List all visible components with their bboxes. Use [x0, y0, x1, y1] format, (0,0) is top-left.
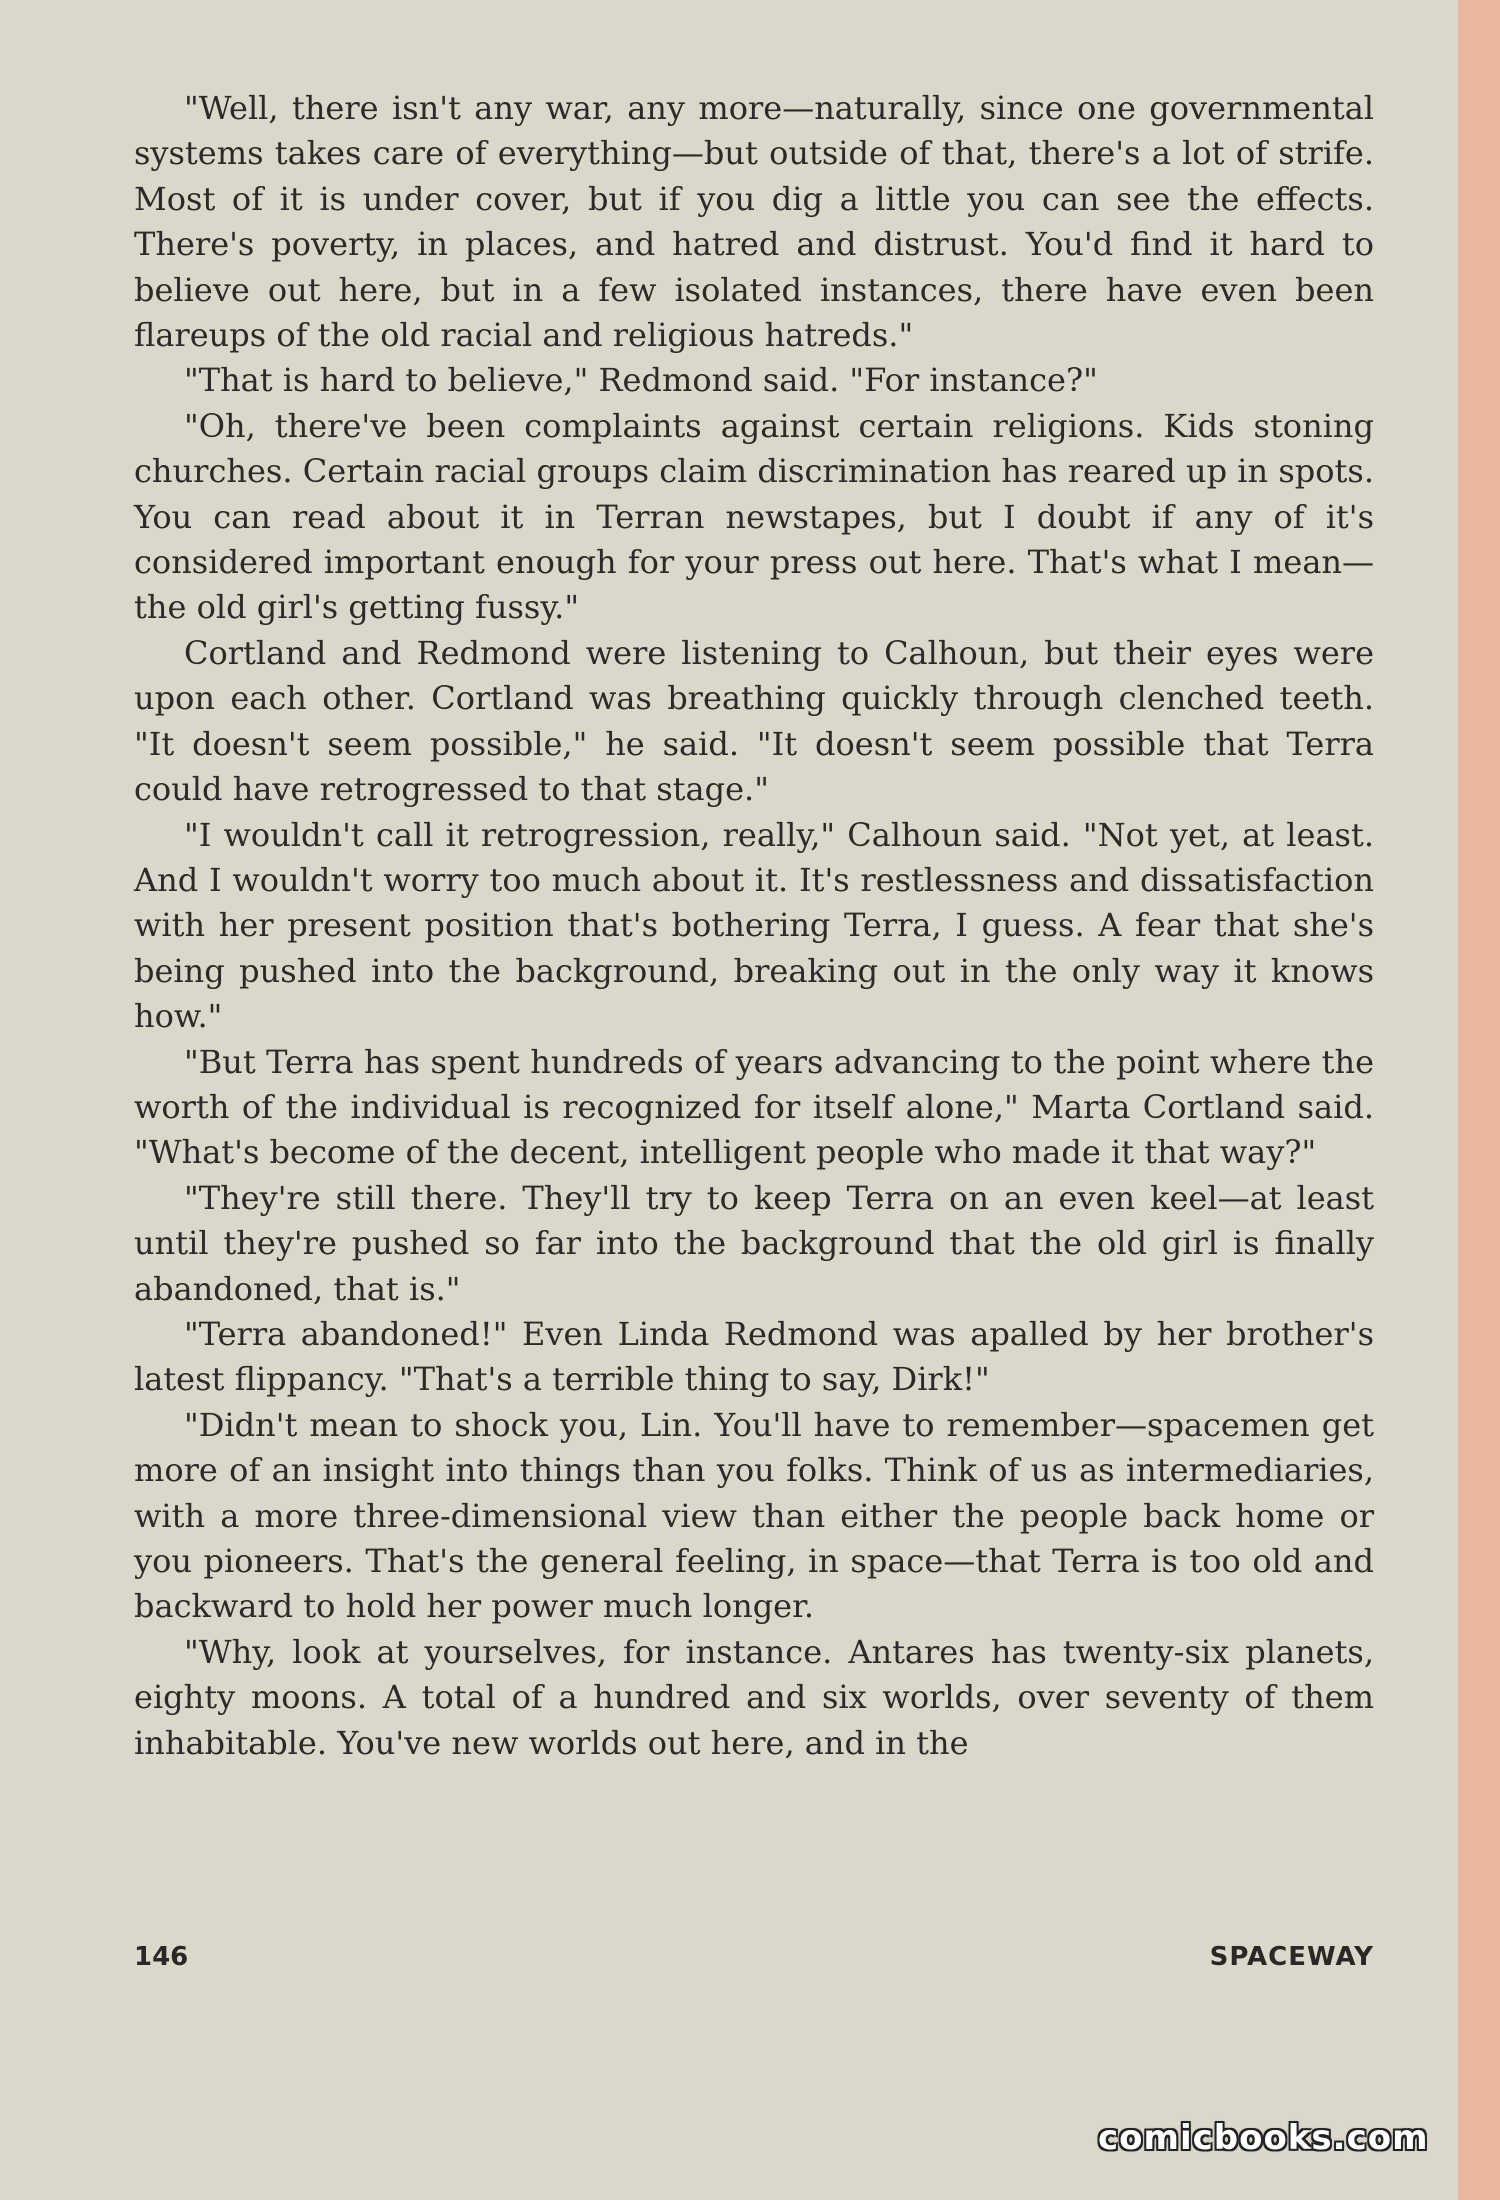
page-edge [1458, 0, 1500, 2200]
paragraph: "I wouldn't call it retrogression, really," Calhoun said. "Not yet, at least. And I wouldn't worry too much about it. It's restlessness and dissatisfaction with her present position that's bothering Terra, I guess. A fear that she's being pushed into the background, breaking out in the only way it knows how." [134, 815, 1374, 1036]
running-head: SPACEWAY [1209, 1942, 1374, 1972]
paragraph: "Oh, there've been complaints against certain religions. Kids stoning churches. Certain racial groups claim discrimination has reared up in spots. You can read about it in Terran newstapes, but I doubt if any of it's considered important enough for your press out here. That's what I mean—the old girl's getting fussy." [134, 406, 1374, 627]
paragraph: "Terra abandoned!" Even Linda Redmond was apalled by her brother's latest flippancy. "That's a terrible thing to say, Dirk!" [134, 1314, 1374, 1399]
paragraph: "Didn't mean to shock you, Lin. You'll have to remember—spacemen get more of an insight into things than you folks. Think of us as intermediaries, with a more three-dimensional view than either the people back home or you pioneers. That's the general feeling, in space—that Terra is too old and backward to hold her power much longer. [134, 1405, 1374, 1626]
page-number: 146 [134, 1942, 189, 1972]
paragraph: "They're still there. They'll try to keep Terra on an even keel—at least until they're pushed so far into the background that the old girl is finally abandoned, that is." [134, 1178, 1374, 1308]
paragraph: "That is hard to believe," Redmond said. "For instance?" [184, 361, 1098, 400]
body-text [134, 86, 1374, 1766]
paragraph: "Why, look at yourselves, for instance. Antares has twenty-six planets, eighty moons. A total of a hundred and six worlds, over seventy of them inhabitable. You've new worlds out here, and in the [134, 1632, 1374, 1762]
paragraph: "But Terra has spent hundreds of years advancing to the point where the worth of the individual is recognized for itself alone," Marta Cortland said. "What's become of the decent, intelligent people who made it that way?" [134, 1042, 1374, 1172]
watermark: comicbooks.com [1098, 2118, 1429, 2158]
paragraph: Cortland and Redmond were listening to Calhoun, but their eyes were upon each other. Cortland was breathing quickly through clenched teeth. "It doesn't seem possible," he said. "It doesn't seem possible that Terra could have retrogressed to that stage." [134, 633, 1374, 809]
paragraph: "Well, there isn't any war, any more—naturally, since one governmental systems takes care of everything—but outside of that, there's a lot of strife. Most of it is under cover, but if you dig a little you can see the effects. There's poverty, in places, and hatred and distrust. You'd find it hard to believe out here, but in a few isolated instances, there have even been flareups of the old racial and religious hatreds." [134, 89, 1374, 355]
